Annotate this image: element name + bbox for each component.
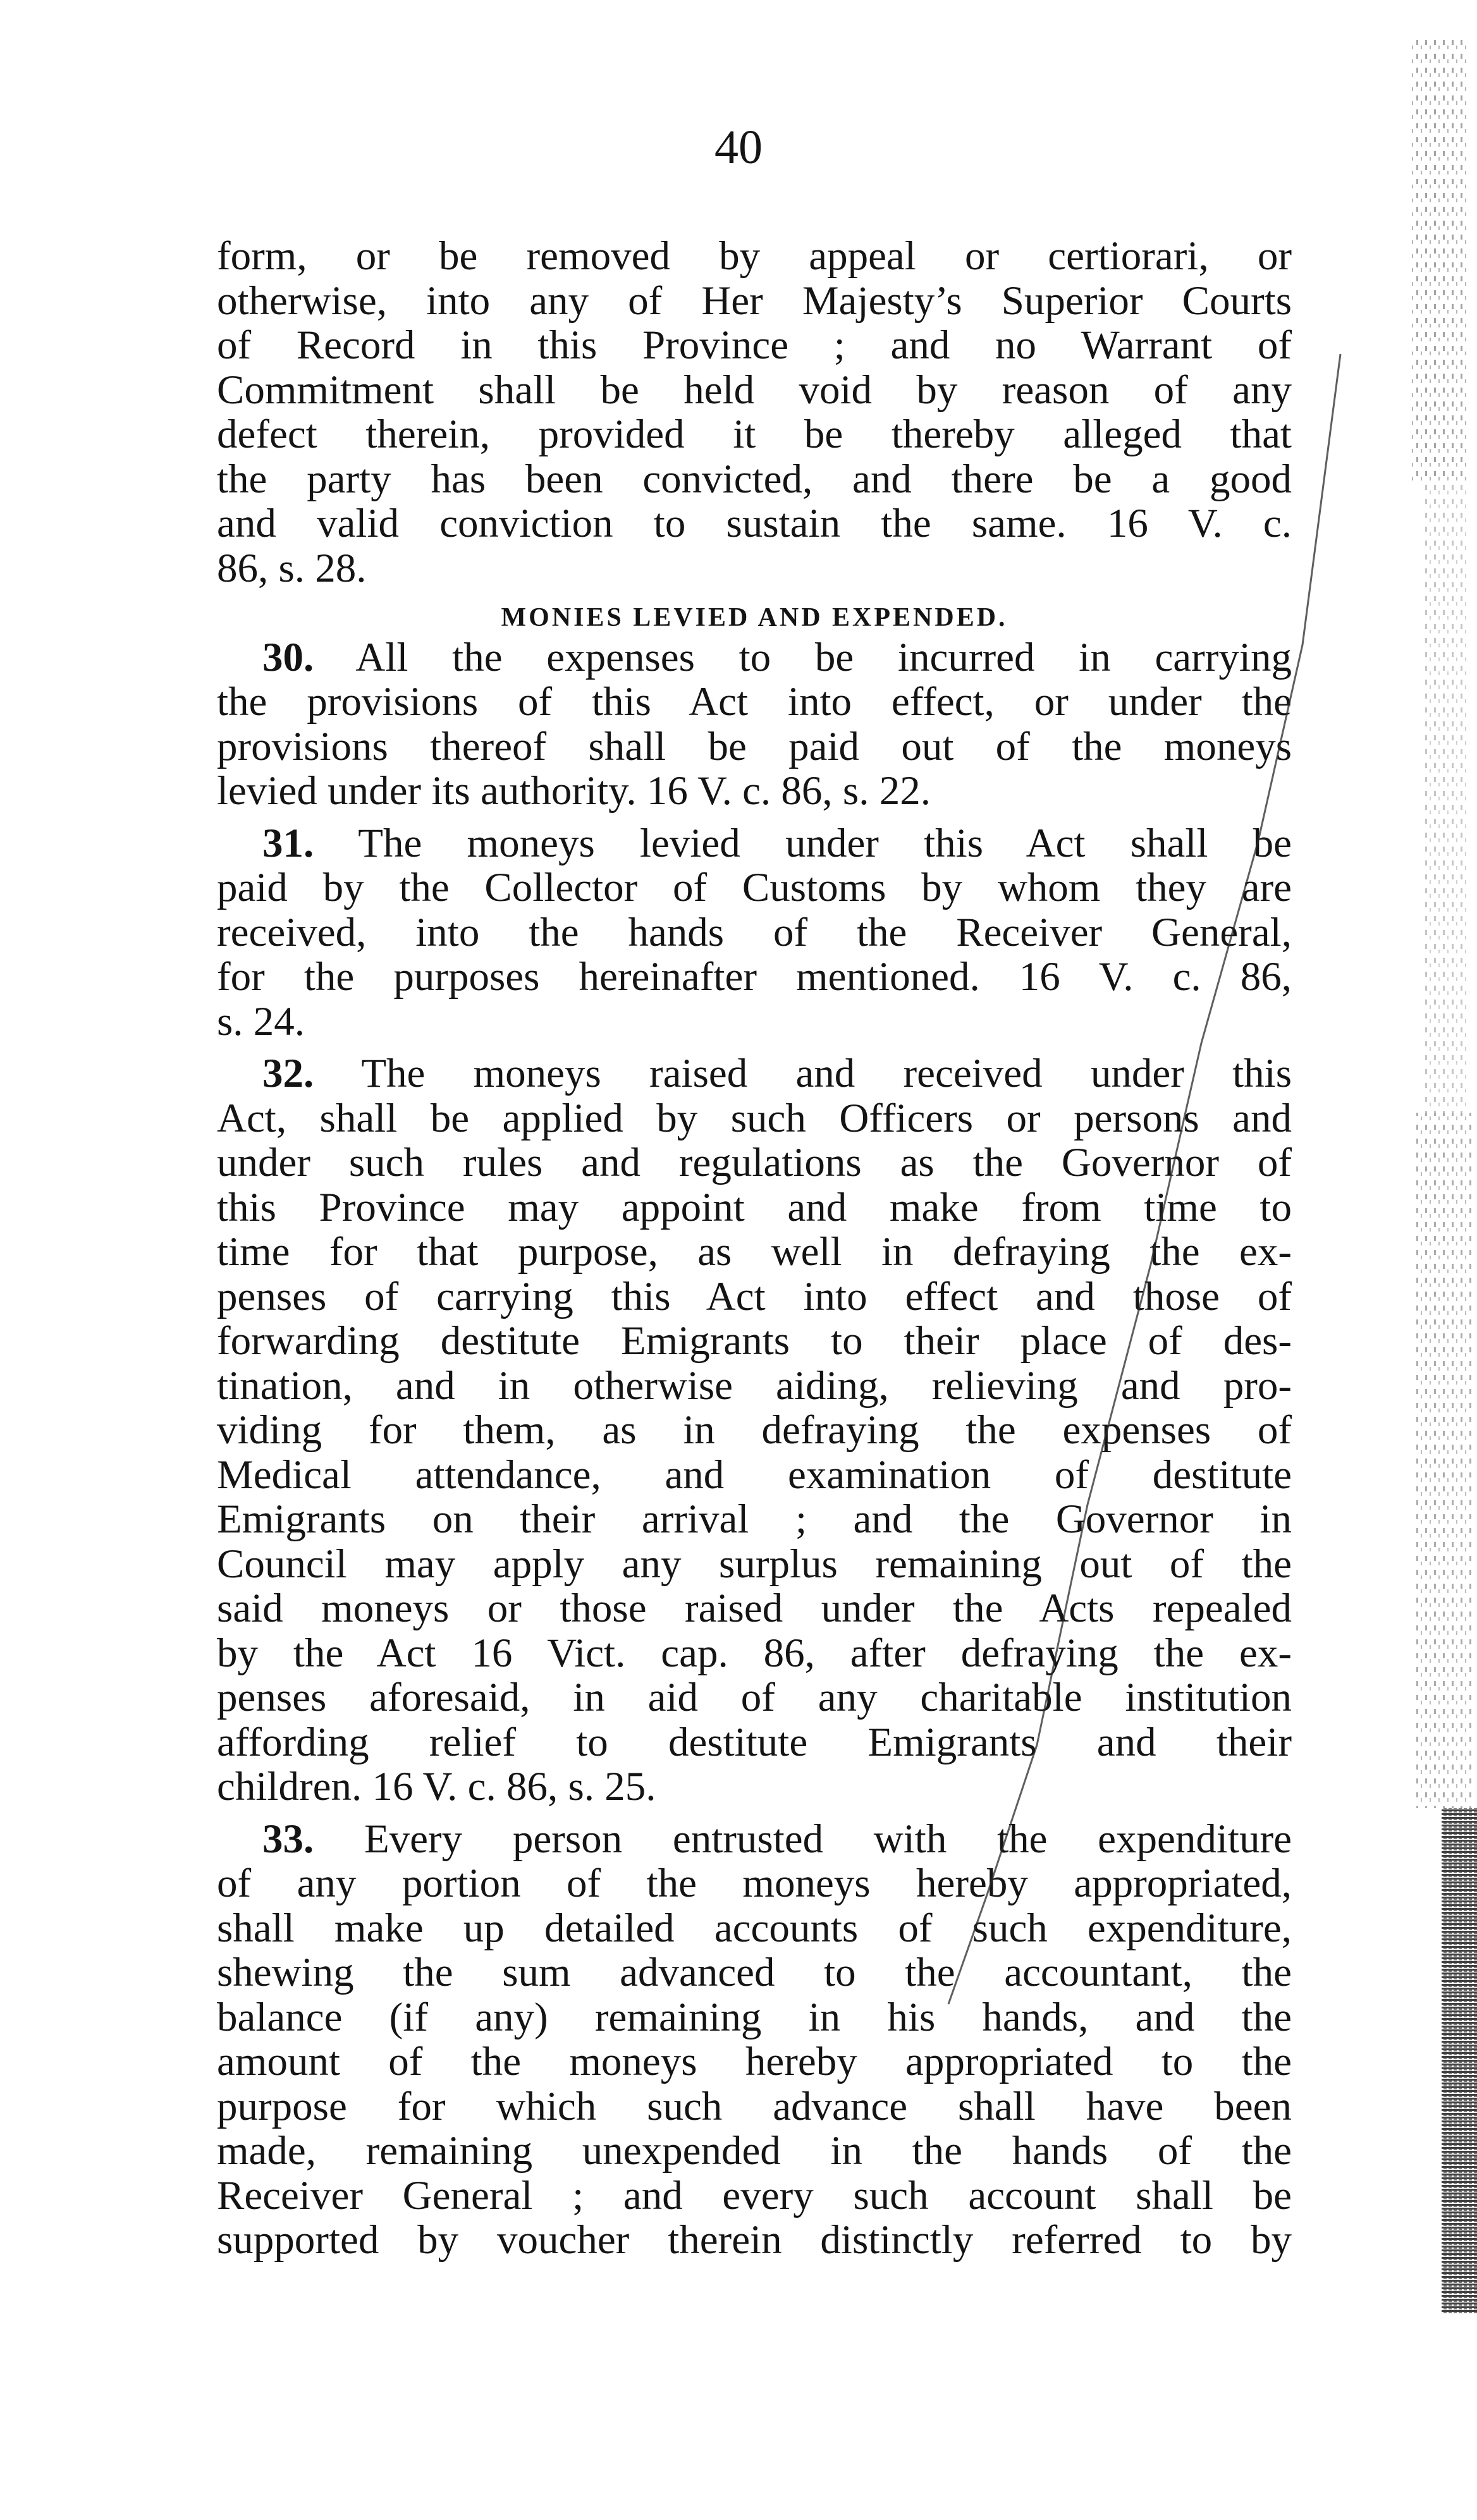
text-line: paid by the Collector of Customs by whom they are [217,865,1292,910]
text-line: balance (if any) remaining in his hands, and the [217,1994,1292,2040]
text-line: s. 24. [217,998,305,1044]
text-line: Receiver General ; and every such account shall be [217,2172,1292,2218]
text-line: of any portion of the moneys hereby appropriated, [217,1861,1292,1906]
section-number: 33. [262,1816,314,1862]
text-line: form, or be removed by appeal or certiorari, or [217,233,1292,279]
section-number: 31. [262,820,314,866]
text-line: tination, and in otherwise aiding, relieving and pro- [217,1362,1292,1409]
binding-edge [1397,38,1477,2314]
section-30 [217,635,1292,814]
text-line-content: Every person entrusted with the expenditure [364,1816,1292,1862]
text-line-content: The moneys raised and received under this [361,1051,1292,1096]
text-line: purpose for which such advance shall have been [217,2083,1292,2129]
text-line: by the Act 16 Vict. cap. 86, after defraying the ex- [217,1630,1292,1676]
text-line [217,821,1292,866]
text-line: Act, shall be applied by such Officers or persons and [217,1095,1292,1141]
section-number: 30. [262,634,314,680]
body-text [217,234,1292,2263]
text-line: said moneys or those raised under the Acts repealed [217,1586,1292,1631]
section-32 [217,1051,1292,1809]
text-line: supported by voucher therein distinctly referred to by [217,2217,1292,2263]
text-line: received, into the hands of the Receiver General, [217,909,1292,955]
text-line [217,635,1292,680]
text-line-content: All the expenses to be incurred in carrying [355,634,1292,680]
text-line: under such rules and regulations as the Governor of [217,1140,1292,1185]
continuation-paragraph [217,234,1292,590]
text-line [217,1817,1292,1862]
text-line: provisions thereof shall be paid out of the moneys [217,723,1292,769]
text-line: and valid conviction to sustain the same. 16 V. c. [217,501,1292,546]
text-line: the party has been convicted, and there be a good [217,456,1292,502]
text-line: penses aforesaid, in aid of any charitable institution [217,1675,1292,1720]
text-line: affording relief to destitute Emigrants and their [217,1719,1292,1765]
text-line: viding for them, as in defraying the expenses of [217,1407,1292,1453]
text-line: for the purposes hereinafter mentioned. 16 V. c. 86, [217,954,1292,1000]
text-line: defect therein, provided it be thereby alleged that [217,412,1292,457]
text-line: children. 16 V. c. 86, s. 25. [217,1764,656,1809]
text-line: 86, s. 28. [217,545,367,591]
section-heading: MONIES LEVIED AND EXPENDED. [501,603,1008,632]
text-line-content: The moneys levied under this Act shall be [358,820,1292,866]
text-line: Emigrants on their arrival ; and the Governor in [217,1496,1292,1542]
text-line: otherwise, into any of Her Majesty’s Superior Courts [217,278,1292,324]
text-line [217,1051,1292,1096]
section-33 [217,1817,1292,2263]
text-line: penses of carrying this Act into effect and those of [217,1273,1292,1319]
text-line: levied under its authority. 16 V. c. 86, s. 22. [217,768,931,814]
page-number: 40 [714,121,763,174]
section-31 [217,821,1292,1044]
text-line: shewing the sum advanced to the accountant, the [217,1950,1292,1995]
text-line: made, remaining unexpended in the hands of the [217,2128,1292,2174]
text-line: Medical attendance, and examination of destitute [217,1452,1292,1498]
text-line: Council may apply any surplus remaining out of the [217,1541,1292,1587]
text-line: this Province may appoint and make from time to [217,1184,1292,1230]
text-line: Commitment shall be held void by reason of any [217,367,1292,413]
section-number: 32. [262,1051,314,1096]
text-line: forwarding destitute Emigrants to their place of des- [217,1318,1292,1364]
text-line: shall make up detailed accounts of such expenditure, [217,1905,1292,1951]
text-line: of Record in this Province ; and no Warrant of [217,322,1292,368]
text-line: the provisions of this Act into effect, or under the [217,679,1292,725]
text-line: amount of the moneys hereby appropriated to the [217,2039,1292,2084]
text-line: time for that purpose, as well in defraying the ex- [217,1229,1292,1275]
